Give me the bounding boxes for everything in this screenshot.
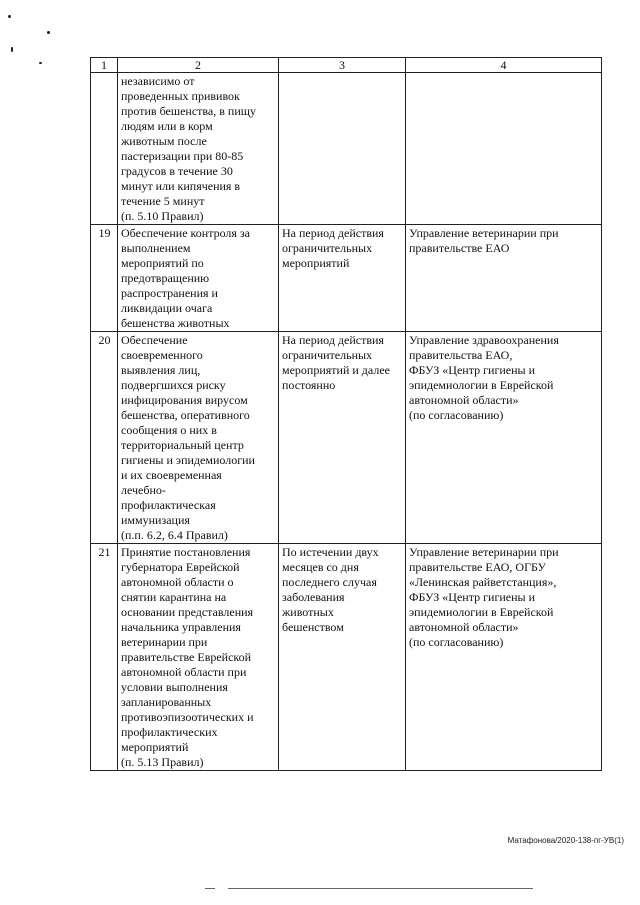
table-header-row	[91, 58, 602, 73]
responsible-cell: Управление здравоохранения правительства ЕАО, ФБУЗ «Центр гигиены и эпидемиологии в Еврейской автономной области» (по согласованию)	[406, 332, 602, 544]
row-number: 19	[91, 225, 118, 332]
column-header: 1	[91, 58, 118, 73]
scan-speck	[39, 62, 42, 64]
responsible-cell	[406, 73, 602, 225]
activity-cell: Принятие постановления губернатора Еврейской автономной области о снятии карантина на основании представления начальника управления ветеринарии при правительстве Еврейской автономной области при условии выполнения запланированных противоэпизоотических и профилактических мероприятий (п. 5.13 Правил)	[118, 544, 279, 771]
column-header: 2	[118, 58, 279, 73]
responsible-cell: Управление ветеринарии при правительстве ЕАО	[406, 225, 602, 332]
responsible-cell: Управление ветеринарии при правительстве ЕАО, ОГБУ «Ленинская райветстанция», ФБУЗ «Центр гигиены и эпидемиологии в Еврейской автономной области» (по согласованию)	[406, 544, 602, 771]
row-number	[91, 73, 118, 225]
deadline-cell	[279, 73, 406, 225]
activities-table	[90, 57, 602, 771]
scan-speck	[47, 31, 50, 34]
row-number: 21	[91, 544, 118, 771]
document-reference: Матафонова/2020-138-пг-УВ(1)	[507, 836, 624, 845]
activity-cell: Обеспечение своевременного выявления лиц, подвергшихся риску инфицирования вирусом бешенства, оперативного сообщения о них в территориальный центр гигиены и эпидемиологии и их своевременная лечебно- профилактическая иммунизация (п.п. 6.2, 6.4 Правил)	[118, 332, 279, 544]
table-row	[91, 225, 602, 332]
activity-cell: Обеспечение контроля за выполнением мероприятий по предотвращению распространения и ликвидации очага бешенства животных	[118, 225, 279, 332]
bottom-rule	[205, 888, 215, 889]
column-header: 3	[279, 58, 406, 73]
activity-cell: независимо от проведенных прививок против бешенства, в пищу людям или в корм животным после пастеризации при 80-85 градусов в течение 30 минут или кипячения в течение 5 минут (п. 5.10 Правил)	[118, 73, 279, 225]
column-header: 4	[406, 58, 602, 73]
table-row	[91, 544, 602, 771]
deadline-cell: По истечении двух месяцев со дня последнего случая заболевания животных бешенством	[279, 544, 406, 771]
scan-speck	[8, 15, 11, 18]
scan-speck	[11, 47, 13, 52]
table-row	[91, 73, 602, 225]
deadline-cell: На период действия ограничительных мероприятий	[279, 225, 406, 332]
deadline-cell: На период действия ограничительных мероприятий и далее постоянно	[279, 332, 406, 544]
row-number: 20	[91, 332, 118, 544]
bottom-rule	[228, 888, 533, 889]
table-row	[91, 332, 602, 544]
